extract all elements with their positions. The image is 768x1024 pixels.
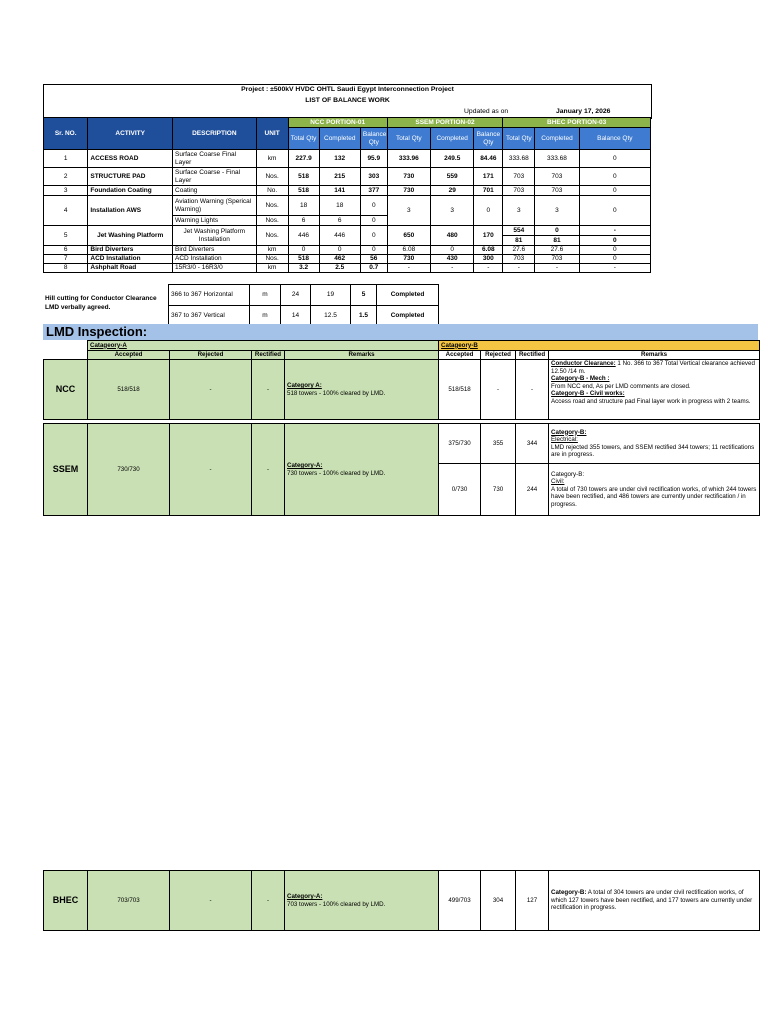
remarks-cell	[549, 360, 760, 420]
col-sr: Sr. NO.	[44, 118, 88, 150]
value-cell: 0	[474, 196, 503, 226]
value-cell: 0	[579, 236, 650, 246]
activity-cell: Jet Washing Platform	[88, 226, 173, 246]
hill-cutting-table	[168, 284, 439, 326]
table-row	[44, 186, 651, 196]
table-row	[44, 226, 651, 236]
activity-cell: ACD Installation	[88, 255, 173, 264]
table-row	[169, 306, 439, 326]
value-cell: 171	[474, 168, 503, 186]
value-cell: 0	[288, 246, 319, 255]
value-cell: 518	[288, 255, 319, 264]
col-rectified-a: Rectified	[252, 351, 285, 360]
col-ssem-completed: Completed	[431, 128, 474, 150]
accepted-cell: 518/518	[439, 360, 481, 420]
value-cell: 0	[579, 255, 650, 264]
rectified-cell: -	[252, 871, 285, 931]
value-cell: 0	[360, 226, 387, 246]
value-cell: 18	[319, 196, 360, 216]
col-rejected-a: Rejected	[170, 351, 252, 360]
value-cell: 81	[503, 236, 535, 246]
value-cell: 6	[288, 216, 319, 226]
value-cell: 430	[431, 255, 474, 264]
remarks-cell	[285, 871, 439, 931]
value-cell: 0	[579, 186, 650, 196]
rejected-cell: -	[170, 424, 252, 516]
table-row	[44, 424, 760, 464]
category-b-header: Catageory-B	[439, 341, 760, 351]
col-description: DESCRIPTION	[173, 118, 257, 150]
activity-cell: Foundation Coating	[88, 186, 173, 196]
col-activity: ACTIVITY	[88, 118, 173, 150]
table-row	[44, 360, 760, 420]
value-cell: 703	[503, 255, 535, 264]
remarks-subheading: Civil:	[551, 478, 565, 486]
remarks-text: LMD rejected 355 towers, and SSEM rectified 344 towers; 11 rectifications are in progress.	[551, 443, 755, 458]
unit-cell: m	[250, 285, 281, 306]
remarks-cell	[549, 464, 760, 516]
unit-cell: Nos.	[256, 168, 288, 186]
value-cell: 18	[288, 196, 319, 216]
table-row	[44, 196, 651, 216]
description-cell: Surface Coarse - Final Layer	[173, 168, 257, 186]
report-title-box	[43, 84, 652, 119]
value-cell: 27.6	[535, 246, 579, 255]
value-cell: 249.5	[431, 150, 474, 168]
description-cell: ACD Installation	[173, 255, 257, 264]
value-cell: 650	[387, 226, 430, 246]
remarks-heading: Category-B - Mech :	[551, 375, 610, 382]
status-cell: Completed	[377, 285, 439, 306]
unit-cell: km	[256, 246, 288, 255]
value-cell: 132	[319, 150, 360, 168]
value-cell: 141	[319, 186, 360, 196]
value-cell: 3	[503, 196, 535, 226]
sr-cell: 6	[44, 246, 88, 255]
col-ssem: SSEM PORTION-02	[387, 118, 503, 128]
unit-cell: Nos.	[256, 196, 288, 216]
value-cell: 333.96	[387, 150, 430, 168]
rejected-cell: -	[170, 360, 252, 420]
rectified-cell: 344	[516, 424, 549, 464]
remarks-heading: Category-B - Civil works:	[551, 390, 625, 397]
sr-cell: 1	[44, 150, 88, 168]
col-ncc-balance: Balance Qty	[360, 128, 387, 150]
value-cell: 3	[387, 196, 430, 226]
contractor-ncc: NCC	[44, 360, 88, 420]
activity-cell: Ashphalt Road	[88, 264, 173, 273]
value-cell: 0	[319, 246, 360, 255]
status-cell: Completed	[377, 306, 439, 326]
activity-cell: Bird Diverters	[88, 246, 173, 255]
value-cell: 2.5	[319, 264, 360, 273]
unit-cell: m	[250, 306, 281, 326]
col-ssem-balance: Balance Qty	[474, 128, 503, 150]
rejected-cell: -	[170, 871, 252, 931]
col-ssem-total: Total Qty	[387, 128, 430, 150]
value-cell: -	[579, 226, 650, 236]
sr-cell: 5	[44, 226, 88, 246]
col-remarks-b: Remarks	[549, 351, 760, 360]
activity-cell: Installation AWS	[88, 196, 173, 226]
value-cell: 0	[431, 246, 474, 255]
rectified-cell: -	[252, 360, 285, 420]
description-cell: Surface Coarse Final Layer	[173, 150, 257, 168]
description-cell: 367 to 367 Vertical	[169, 306, 250, 326]
accepted-cell: 375/730	[439, 424, 481, 464]
value-cell: 19	[311, 285, 351, 306]
col-bhec: BHEC PORTION-03	[503, 118, 651, 128]
description-cell: 15R3/0 - 16R3/0	[173, 264, 257, 273]
unit-cell: Nos.	[256, 216, 288, 226]
value-cell: 0	[360, 246, 387, 255]
remarks-text: 730 towers - 100% cleared by LMD.	[287, 469, 386, 477]
remarks-heading: Category-A:	[287, 893, 323, 900]
value-cell: 446	[288, 226, 319, 246]
value-cell: 0	[579, 246, 650, 255]
value-cell: -	[387, 264, 430, 273]
activity-cell: ACCESS ROAD	[88, 150, 173, 168]
accepted-cell: 0/730	[439, 464, 481, 516]
value-cell: -	[535, 264, 579, 273]
remarks-heading: Category A:	[287, 382, 322, 389]
value-cell: 3	[535, 196, 579, 226]
value-cell: 303	[360, 168, 387, 186]
unit-cell: No.	[256, 186, 288, 196]
hill-cutting-note: Hill cutting for Conductor Clearance LMD verbally agreed.	[45, 295, 157, 311]
value-cell: 480	[431, 226, 474, 246]
value-cell: 95.9	[360, 150, 387, 168]
unit-cell: km	[256, 150, 288, 168]
value-cell: 29	[431, 186, 474, 196]
col-ncc-completed: Completed	[319, 128, 360, 150]
rejected-cell: 304	[481, 871, 516, 931]
rectified-cell: 244	[516, 464, 549, 516]
value-cell: 554	[503, 226, 535, 236]
accepted-cell: 518/518	[88, 360, 170, 420]
value-cell: 0	[360, 216, 387, 226]
updated-date: January 17, 2026	[556, 108, 611, 115]
value-cell: 730	[387, 255, 430, 264]
sr-cell: 4	[44, 196, 88, 226]
table-row	[169, 285, 439, 306]
activity-cell: STRUCTURE PAD	[88, 168, 173, 186]
accepted-cell: 730/730	[88, 424, 170, 516]
value-cell: 300	[474, 255, 503, 264]
value-cell: 730	[387, 168, 430, 186]
value-cell: 0.7	[360, 264, 387, 273]
value-cell: 6	[319, 216, 360, 226]
unit-cell: Nos.	[256, 255, 288, 264]
description-cell: Coating	[173, 186, 257, 196]
value-cell: 703	[535, 168, 579, 186]
remarks-heading: Category-B:	[551, 889, 587, 897]
value-cell: 703	[535, 186, 579, 196]
remarks-cell	[285, 424, 439, 516]
balance-work-table	[43, 117, 651, 273]
table-row	[44, 150, 651, 168]
remarks-heading: Conductor Clearance:	[551, 360, 616, 367]
value-cell: 518	[288, 168, 319, 186]
remarks-cell	[549, 871, 760, 931]
rectified-cell: 127	[516, 871, 549, 931]
sr-cell: 3	[44, 186, 88, 196]
unit-cell: km	[256, 264, 288, 273]
description-cell: Aviation Warning (Sperical Warning)	[173, 196, 257, 216]
col-remarks-a: Remarks	[285, 351, 439, 360]
accepted-cell: 703/703	[88, 871, 170, 931]
col-unit: UNIT	[256, 118, 288, 150]
table-row	[44, 246, 651, 255]
value-cell: 1.5	[351, 306, 377, 326]
value-cell: -	[474, 264, 503, 273]
value-cell: 377	[360, 186, 387, 196]
value-cell: 3.2	[288, 264, 319, 273]
sr-cell: 2	[44, 168, 88, 186]
value-cell: 0	[579, 168, 650, 186]
value-cell: 0	[579, 150, 650, 168]
sr-cell: 8	[44, 264, 88, 273]
value-cell: -	[431, 264, 474, 273]
remarks-heading: Category-B:	[551, 470, 585, 478]
value-cell: 81	[535, 236, 579, 246]
lmd-bhec-table	[43, 870, 760, 931]
col-bhec-total: Total Qty	[503, 128, 535, 150]
value-cell: 0	[360, 196, 387, 216]
value-cell: 333.68	[535, 150, 579, 168]
remarks-text: A total of 304 towers are under civil rectification works, of which 127 towers have been rectified, and 177 towers are currently under rectification in progress.	[551, 889, 753, 912]
value-cell: 6.08	[387, 246, 430, 255]
col-rectified-b: Rectified	[516, 351, 549, 360]
col-bhec-completed: Completed	[535, 128, 579, 150]
col-rejected-b: Rejected	[481, 351, 516, 360]
description-cell: Jet Washing Platform Installation	[173, 226, 257, 246]
value-cell: 56	[360, 255, 387, 264]
table-row	[44, 264, 651, 273]
blank-cell	[44, 341, 88, 351]
value-cell: 701	[474, 186, 503, 196]
value-cell: 5	[351, 285, 377, 306]
value-cell: 14	[281, 306, 311, 326]
rectified-cell: -	[252, 424, 285, 516]
blank-cell	[44, 351, 88, 360]
lmd-inspection-bar	[43, 324, 758, 340]
value-cell: 215	[319, 168, 360, 186]
remarks-text: A total of 730 towers are under civil rectification works, of which 244 towers have been rectified, and 486 towers are currently under rectification / in progress.	[551, 485, 757, 508]
value-cell: 3	[431, 196, 474, 226]
table-row	[44, 255, 651, 264]
value-cell: 84.46	[474, 150, 503, 168]
value-cell: 703	[535, 255, 579, 264]
value-cell: 0	[535, 226, 579, 236]
remarks-cell	[549, 424, 760, 464]
col-bhec-balance: Balance Qty	[579, 128, 650, 150]
remarks-subheading: Electrical:	[551, 436, 578, 443]
report-subtitle: LIST OF BALANCE WORK	[305, 97, 390, 104]
value-cell: 703	[503, 168, 535, 186]
accepted-cell: 499/703	[439, 871, 481, 931]
contractor-bhec: BHEC	[44, 871, 88, 931]
value-cell: 518	[288, 186, 319, 196]
rejected-cell: 355	[481, 424, 516, 464]
value-cell: 27.6	[503, 246, 535, 255]
value-cell: 12.5	[311, 306, 351, 326]
value-cell: 24	[281, 285, 311, 306]
sr-cell: 7	[44, 255, 88, 264]
value-cell: 170	[474, 226, 503, 246]
table-row	[44, 168, 651, 186]
value-cell: 462	[319, 255, 360, 264]
remarks-text: From NCC end, As per LMD comments are closed.	[551, 382, 691, 390]
category-a-header: Catageory-A	[88, 341, 439, 351]
remarks-text: 1 No. 366 to 367 Total Vertical clearance achieved 12.50 /14 m.	[551, 360, 755, 375]
description-cell: Bird Diverters	[173, 246, 257, 255]
remarks-heading: Category-B:	[551, 428, 587, 436]
table-row	[44, 871, 760, 931]
value-cell: 559	[431, 168, 474, 186]
lmd-inspection-table	[43, 340, 760, 516]
description-cell: 366 to 367 Horizontal	[169, 285, 250, 306]
value-cell: 446	[319, 226, 360, 246]
value-cell: 703	[503, 186, 535, 196]
description-cell: Warning Lights	[173, 216, 257, 226]
value-cell: -	[579, 264, 650, 273]
remarks-text: 518 towers - 100% cleared by LMD.	[287, 389, 386, 397]
value-cell: 227.9	[288, 150, 319, 168]
value-cell: -	[503, 264, 535, 273]
col-ncc-total: Total Qty	[288, 128, 319, 150]
value-cell: 6.08	[474, 246, 503, 255]
lmd-inspection-title: LMD Inspection:	[46, 324, 148, 339]
value-cell: 0	[579, 196, 650, 226]
remarks-text: 703 towers - 100% cleared by LMD.	[287, 900, 386, 908]
rejected-cell: 730	[481, 464, 516, 516]
value-cell: 730	[387, 186, 430, 196]
project-title: Project : ±500kV HVDC OHTL Saudi Egypt Interconnection Project	[241, 86, 454, 93]
col-accepted-a: Accepted	[88, 351, 170, 360]
unit-cell: Nos.	[256, 226, 288, 246]
remarks-text: Access road and structure pad Final layer work in progress with 2 teams.	[551, 397, 751, 405]
updated-label: Updated as on	[464, 108, 509, 115]
contractor-ssem: SSEM	[44, 424, 88, 516]
rejected-cell: -	[481, 360, 516, 420]
col-ncc: NCC PORTION-01	[288, 118, 387, 128]
value-cell: 333.68	[503, 150, 535, 168]
remarks-heading: Category-A:	[287, 462, 323, 469]
col-accepted-b: Accepted	[439, 351, 481, 360]
rectified-cell: -	[516, 360, 549, 420]
remarks-cell	[285, 360, 439, 420]
